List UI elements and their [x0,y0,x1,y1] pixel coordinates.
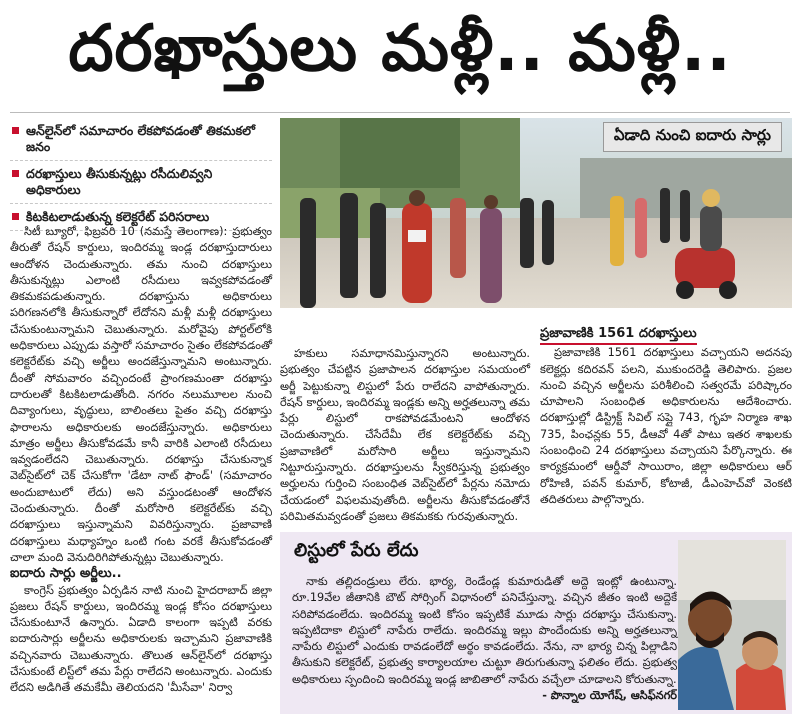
section-subhead: ప్రజావాణికి 1561 దరఖాస్తులు [540,326,697,345]
box-text [292,574,677,704]
bullet-square-icon [12,170,19,177]
article-paragraph: హకులు సమాధానమిస్తున్నారని అంటున్నారు. ప్రభుత్వం చేపట్టిన ప్రజాపాలన దరఖాస్తుల సమయంలో అర్జీ పెట్టుకున్నా లిస్టులో పేరు రాలేదని వాపోతున్నారు. రేషన్ కార్డులు, ఇందిరమ్మ ఇండ్లకు అన్ని అర్హతలున్నా తమ పేర్లు లిస్టులో రాకపోవడమేంటని ఆందోళన చెందుతున్నారు. చేసేదేమీ లేక కలెక్టరేట్‌కు వచ్చి ప్రజావాణిలో మరోసారి అర్జీలు ఇస్తున్నామని నిట్టూరుస్తున్నారు. దరఖాస్తులను స్వీకరిస్తున్న ప్రభుత్వం అర్హులను గుర్తించి సంబంధిత వెబ్‌సైట్‌లో పేర్లను నమోదు చేయడంలో విఫలమవుతోంది. అర్జీలను తీసుకోవడంతోనే పరిమితమవ్వడంతో ప్రజలు తికమకకు గురవుతున్నారు. [280,347,530,523]
box-signature: - పొన్నాల యోగేష్, ఆసిఫ్‌నగర్ [542,689,677,703]
section-subhead: ఐదారు సార్లు అర్జీలు.. [10,566,122,582]
portrait-photo [678,540,786,710]
sidebar-box [280,532,792,714]
article-paragraph: సిటీ బ్యూరో, ఫిబ్రవరి 10 (నమస్తే తెలంగాణ): ప్రభుత్వం తీరుతో రేషన్ కార్డులు, ఇందిరమ్మ ఇండ్ల దరఖాస్తుదారులు ఆందోళన చెందుతున్నారు. తమ నుంచి దరఖాస్తులు తీసుకున్నట్లు ఎలాంటి రసీదులు ఇవ్వకపోవడంతో తికమకపడుతున్నారు. దరఖాస్తును అధికారులు పరిగణనలోకి తీసుకున్నారో లేదోనని మళ్లీ మళ్లీ దరఖాస్తులు చేసుకుంటున్నామని చెబుతున్నారు. మరోవైపు పోర్టల్‌లోకి అధికారులు ఎప్పుడు వస్తారో సమాచారం సైతం లేకపోవడంతో కలెక్టరేట్‌కు వచ్చి అర్జీలు అందజేస్తున్నామని అంటున్నారు. దీంతో సోమవారం వచ్చిందంటే ప్రాంగణమంతా దరఖాస్తు దారులతో కిటకిటలాడుతోంది. నగరం నలుమూలల నుంచి దివ్యాంగులు, వృద్ధులు, బాలింతలు పైతం వచ్చి దరఖాస్తు ఫారాలను అధికారులకు అందజేస్తున్నారు. అధికారులు మాత్రం అర్జీలు తీసుకోవడమే కానీ వారికి ఎలాంటి రసీదులు ఇవ్వడంలేదని చెబుతున్నారు. దరఖాస్తు చేసుకున్నాక వెబ్‌సైట్‌లో చెక్ చేసుకోగా 'డేటా నాట్ ఫౌండ్' (సమాచారం అందుబాటులో లేదు) అని వస్తుండటంతో ఆందోళన చెందుతున్నారు. దీంతో మరోసారి కలెక్టరేట్‌కు వచ్చి దరఖాస్తులు ఇస్తున్నామని వివరిస్తున్నారు. ప్రజావాణి దరఖాస్తులు మధ్యాహ్నం ఒంటి గంట వరకే తీసుకోవడంతో చాలా మంది వెనుదిరిగిపోతున్నట్లు చెబుతున్నారు. [10,225,272,564]
article-column-2 [280,346,530,525]
photo-caption: ఏడాది నుంచి ఐదారు సార్లు [603,122,782,152]
article-paragraph: ప్రజావాణికి 1561 దరఖాస్తులు వచ్చాయని అదనపు కలెక్టర్లు కదిరవన్ పలని, ముకుందరెడ్డి తెలిపారు. ప్రజల నుంచి వచ్చిన అర్జీలను పరిశీలించి సత్వరమే పరిష్కారం చూపాలని సంబంధిత అధికారులను ఆదేశించారు. దరఖాస్తుల్లో డిస్ట్రిక్ట్ సివిల్ సప్లై 743, గృహ నిర్మాణ శాఖ 735, పింఛన్లకు 55, డీఆవో 4తో పాటు ఇతర శాఖలకు సంబంధించి 24 దరఖాస్తులు వచ్చాయని పేర్కొన్నారు. ఈ కార్యక్రమంలో ఆర్డీవో సాయిరాం, జిల్లా అధికారులు ఆర్ రోహిణి, పవన్ కుమార్, కోటాజీ, డీఎంహెచ్‌వో వెంకటి తదితరులు పాల్గొన్నారు. [540,346,792,506]
article-column-3 [540,326,792,508]
bullet-square-icon [12,127,19,134]
article-column-1 [10,224,272,697]
highlights [10,118,272,231]
news-photo [280,118,792,308]
box-paragraph: నాకు తల్లిదండ్రులు లేరు. భార్య, రెండేండ్ల కుమారుడితో అద్దె ఇంట్లో ఉంటున్నా. రూ.19వేల జీతానికి బౌట్ సోర్సింగ్ విధానంలో పనిచేస్తున్నా. వచ్చిన జీతం ఇంటి అద్దెకే సరిపోవడంలేదు. ఇందిరమ్మ ఇంటి కోసం ఇప్పటికే మూడు సార్లు దరఖాస్తు చేసుకున్నా. ఇప్పటిదాకా లిస్టులో నాపేరు రాలేదు. ఇందిరమ్మ ఇల్లు పొందేందుకు అన్ని అర్హతలున్నా నాపేరు లిస్టులో ఎందుకు రావడంలేదో అర్థం కావడంలేదు. నేను, నా భార్య చిన్న పిల్లాడిని తీసుకుని కలెక్టరేట్, ప్రభుత్వ కార్యాలయాల చుట్టూ తిరుగుతున్నా ఫలితం లేదు. ప్రభుత్వ అధికారులు స్పందించి ఇందిరమ్మ ఇండ్ల జాబితాలో నాపేరు వచ్చేలా చూడాలని కోరుతున్నా. [292,575,677,686]
father-son-photo-illustration [678,540,786,710]
box-title: లిస్టులో పేరు లేదు [294,540,419,561]
highlight-item [10,118,272,161]
highlight-item [10,161,272,204]
headline-rule [10,112,790,113]
highlight-text: దరఖాస్తులు తీసుకున్నట్లు రసీదులివ్వని అధికారులు [26,166,213,197]
headline: దరఖాస్తులు మళ్లీ.. మళ్లీ.. [68,11,732,86]
highlight-text: కిటకిటలాడుతున్న కలెక్టరేట్ పరిసరాలు [26,209,210,224]
highlight-text: ఆన్‌లైన్‌లో సమాచారం లేకపోవడంతో తికమకలో జనం [26,123,255,154]
bullet-square-icon [12,213,19,220]
article-paragraph: కాంగ్రెస్ ప్రభుత్వం ఏర్పడిన నాటి నుంచి హైదరాబాద్ జిల్లా ప్రజలు రేషన్ కార్డులు, ఇందిరమ్మ ఇండ్ల కోసం దరఖాస్తులు చేసుకుంటూనే ఉన్నారు. ఏడాది కాలంగా ఇప్పటి వరకు ఐదారుసార్లు అర్జీలను అధికారులకు ఇచ్చామని ప్రజావాణికి వచ్చినవారు చెబుతున్నారు. తొలుత ఆన్‌లైన్‌లో దరఖాస్తు చేసుకుంటే లిస్ట్‌లో తమ పేర్లు రాలేదని అంటున్నారు. ఎందుకు లేదని అడిగితే తమకేమీ తెలియదని 'మీసేవా' నిర్వా [10,583,272,695]
